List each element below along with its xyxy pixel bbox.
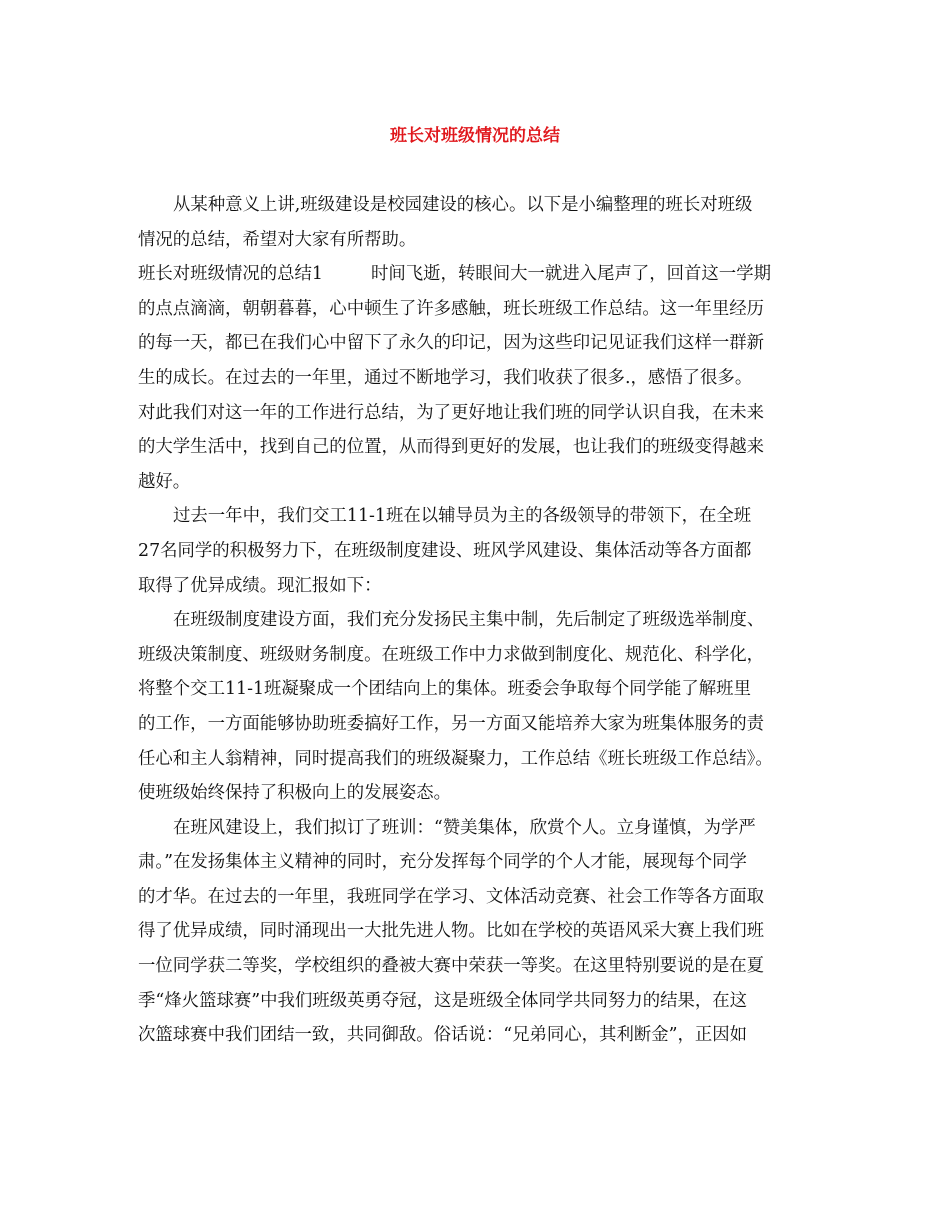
- text-line: [138, 465, 810, 500]
- text-line: [138, 638, 810, 673]
- text-line: [138, 396, 810, 431]
- line-text: 班级决策制度、班级财务制度。在班级工作中力求做到制度化、规范化、科学化，: [138, 644, 765, 665]
- line-text: 的每一天，都已在我们心中留下了永久的印记，因为这些印记见证我们这样一群新: [138, 333, 765, 354]
- line-text: 对此我们对这一年的工作进行总结，为了更好地让我们班的同学认识自我，在未来: [138, 402, 765, 423]
- line-text: 生的成长。在过去的一年里，通过不断地学习，我们收获了很多.，感悟了很多。: [138, 367, 753, 388]
- line-text-continued: 时间飞逝，转眼间大一就进入尾声了，回首这一学期: [370, 264, 771, 285]
- line-text: 一位同学获二等奖，学校组织的叠被大赛中荣获一等奖。在这里特别要说的是在夏: [138, 956, 765, 977]
- line-text: 过去一年中，我们交工11-1班在以辅导员为主的各级领导的带领下，在全班: [173, 506, 752, 527]
- text-line: [138, 949, 810, 984]
- text-line: [138, 430, 810, 465]
- line-text: 在班风建设上，我们拟订了班训：“赞美集体，欣赏个人。立身谨慎，为学严: [173, 817, 756, 838]
- text-line: [138, 1018, 810, 1053]
- text-line: [138, 880, 810, 915]
- text-line: [138, 845, 810, 880]
- line-text: 的工作，一方面能够协助班委搞好工作，另一方面又能培养大家为班集体服务的责: [138, 713, 765, 734]
- text-line: [138, 188, 810, 223]
- line-text: 季“烽火篮球赛”中我们班级英勇夺冠，这是班级全体同学共同努力的结果，在这: [138, 990, 748, 1011]
- text-line: [138, 223, 810, 258]
- line-text: 肃。”在发扬集体主义精神的同时，充分发挥每个同学的个人才能，展现每个同学: [138, 852, 747, 873]
- document-title: 班长对班级情况的总结: [390, 126, 560, 146]
- line-text: 得了优异成绩，同时涌现出一大批先进人物。比如在学校的英语风采大赛上我们班: [138, 921, 765, 942]
- text-line: [138, 707, 810, 742]
- line-text: 将整个交工11-1班凝聚成一个团结向上的集体。班委会争取每个同学能了解班里: [138, 679, 751, 700]
- line-text: 的大学生活中，找到自己的位置，从而得到更好的发展，也让我们的班级变得越来: [138, 437, 765, 458]
- line-text: 从某种意义上讲,班级建设是校园建设的核心。以下是小编整理的班长对班级: [173, 195, 753, 215]
- text-line: [138, 672, 810, 707]
- line-text: 的点点滴滴，朝朝暮暮，心中顿生了许多感触，班长班级工作总结。这一年里经历: [138, 298, 765, 319]
- line-text: 任心和主人翁精神，同时提高我们的班级凝聚力，工作总结《班长班级工作总结》。: [138, 748, 773, 769]
- text-line: [138, 569, 810, 604]
- text-line: [138, 603, 810, 638]
- text-line: [138, 742, 810, 777]
- text-line: [138, 499, 810, 534]
- text-line: [138, 361, 810, 396]
- line-text: 越好。: [138, 471, 191, 492]
- text-line: [138, 257, 810, 292]
- text-line: [138, 914, 810, 949]
- text-line: [138, 984, 810, 1019]
- text-line: [138, 326, 810, 361]
- text-line: [138, 292, 810, 327]
- line-text: 班长对班级情况的总结1: [138, 264, 323, 285]
- line-text: 取得了优异成绩。现汇报如下：: [138, 575, 382, 596]
- line-text: 情况的总结，希望对大家有所帮助。: [138, 229, 417, 250]
- line-text: 27名同学的积极努力下，在班级制度建设、班风学风建设、集体活动等各方面都: [138, 540, 752, 561]
- text-line: [138, 534, 810, 569]
- line-text: 使班级始终保持了积极向上的发展姿态。: [138, 783, 452, 804]
- line-text: 的才华。在过去的一年里，我班同学在学习、文体活动竞赛、社会工作等各方面取: [138, 886, 765, 907]
- line-text: 在班级制度建设方面，我们充分发扬民主集中制，先后制定了班级选举制度、: [173, 610, 765, 631]
- line-text: 次篮球赛中我们团结一致，共同御敌。俗话说：“兄弟同心，其利断金”，正因如: [138, 1025, 748, 1046]
- text-line: [138, 776, 810, 811]
- text-line: [138, 811, 810, 846]
- document-body: [138, 188, 810, 1053]
